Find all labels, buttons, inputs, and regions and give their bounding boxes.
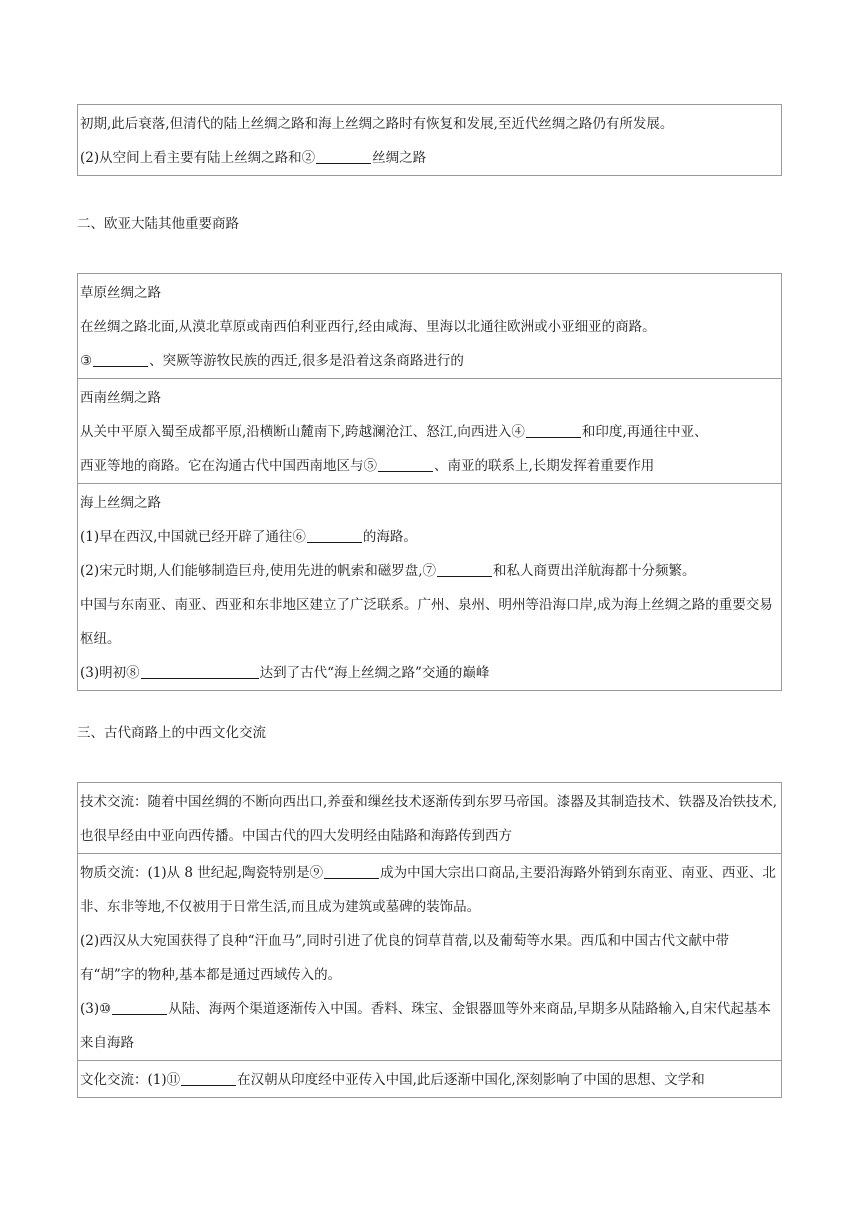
material-p2: (2)西汉从大宛国获得了良种“汗血马”,同时引进了优良的饲草苜蓿,以及葡萄等水果。西瓜和中国古代文献中带有“胡”字的物种,基本都是通过西域传入的。 — [80, 933, 730, 983]
cultural-exchange-table — [77, 782, 782, 1098]
maritime-route-cell — [78, 484, 781, 690]
trade-routes-table — [77, 273, 782, 691]
text-fragment: (3)⑩ — [80, 1001, 112, 1017]
blank-7[interactable] — [437, 562, 492, 577]
text-fragment: 文化交流：(1)⑪ — [80, 1072, 181, 1088]
blank-6[interactable] — [307, 528, 362, 543]
text-fragment: 物质交流：(1)从 8 世纪起,陶瓷特别是⑨ — [80, 865, 324, 881]
maritime-p3: 中国与东南亚、南亚、西亚和东非地区建立了广泛联系。广州、泉州、明州等沿海口岸,成为海上丝绸之路的重要交易枢纽。 — [80, 597, 773, 647]
blank-3[interactable] — [93, 352, 148, 367]
culture-p1 — [80, 1063, 779, 1097]
blank-4[interactable] — [526, 423, 581, 438]
culture-exchange-cell — [78, 1061, 781, 1097]
material-exchange-cell — [78, 854, 781, 1061]
southwest-line-2 — [80, 449, 779, 483]
text-fragment: 成为中国大宗出口商品,主要沿海路外销到东南亚、南亚、西亚、北非、东非等地,不仅被用于日常生活,而且成为建筑或墓碑的装饰品。 — [80, 865, 776, 915]
text-fragment: 从陆、海两个渠道逐渐传入中国。香料、珠宝、金银器皿等外来商品,早期多从陆路输入,自宋代起基本来自海路 — [80, 1001, 771, 1051]
text-fragment: (3)明初⑧ — [80, 665, 140, 681]
section-heading-2: 二、欧亚大陆其他重要商路 — [77, 216, 239, 232]
continuation-spatial-line — [80, 141, 779, 175]
maritime-p1 — [80, 520, 779, 554]
text-fragment: 丝绸之路 — [372, 150, 427, 166]
blank-8[interactable] — [141, 664, 259, 679]
steppe-route-cell — [78, 274, 781, 379]
tech-exchange-text: 技术交流：随着中国丝绸的不断向西出口,养蚕和缫丝技术逐渐传到东罗马帝国。漆器及其制造技术、铁器及冶铁技术,也很早经由中亚向西传播。中国古代的四大发明经由陆路和海路传到西方 — [80, 794, 778, 844]
text-fragment: (1)早在西汉,中国就已经开辟了通往⑥ — [80, 529, 306, 545]
continuation-text: 初期,此后衰落,但清代的陆上丝绸之路和海上丝绸之路时有恢复和发展,至近代丝绸之路仍有所发展。 — [80, 116, 674, 132]
blank-2[interactable] — [316, 149, 371, 164]
southwest-line-1 — [80, 415, 779, 449]
text-fragment: 达到了古代“海上丝绸之路”交通的巅峰 — [259, 665, 490, 681]
southwest-title: 西南丝绸之路 — [80, 390, 161, 406]
text-fragment: (2)从空间上看主要有陆上丝绸之路和② — [80, 150, 316, 166]
southwest-route-cell — [78, 379, 781, 484]
continuation-table — [77, 104, 782, 176]
text-fragment: 西亚等地的商路。它在沟通古代中国西南地区与⑤ — [80, 458, 377, 474]
text-fragment: 从关中平原入蜀至成都平原,沿横断山麓南下,跨越澜沧江、怒江,向西进入④ — [80, 424, 525, 440]
blank-11[interactable] — [181, 1071, 236, 1086]
blank-5[interactable] — [378, 457, 433, 472]
text-fragment: (2)宋元时期,人们能够制造巨舟,使用先进的帆索和磁罗盘,⑦ — [80, 563, 436, 579]
section-heading-3: 三、古代商路上的中西文化交流 — [77, 725, 266, 741]
maritime-title: 海上丝绸之路 — [80, 495, 161, 511]
text-fragment: 的海路。 — [362, 529, 417, 545]
text-fragment: ③ — [80, 353, 93, 369]
continuation-cell — [78, 105, 781, 175]
material-p1 — [80, 856, 779, 924]
material-p3 — [80, 992, 779, 1060]
text-fragment: 在汉朝从印度经中亚传入中国,此后逐渐中国化,深刻影响了中国的思想、文学和 — [237, 1072, 705, 1088]
text-fragment: 和私人商贾出洋航海都十分频繁。 — [493, 563, 696, 579]
steppe-migration-line — [80, 344, 779, 378]
blank-9[interactable] — [324, 864, 379, 879]
tech-exchange-cell — [78, 783, 781, 854]
text-fragment: 、突厥等游牧民族的西迁,很多是沿着这条商路进行的 — [149, 353, 464, 369]
text-fragment: 和印度,再通往中亚、 — [581, 424, 708, 440]
text-fragment: 、南亚的联系上,长期发挥着重要作用 — [434, 458, 655, 474]
maritime-p4 — [80, 656, 779, 690]
maritime-p2 — [80, 554, 779, 588]
blank-10[interactable] — [112, 1000, 167, 1015]
steppe-title: 草原丝绸之路 — [80, 285, 161, 301]
steppe-desc: 在丝绸之路北面,从漠北草原或南西伯利亚西行,经由咸海、里海以北通往欧洲或小亚细亚的商路。 — [80, 319, 656, 335]
